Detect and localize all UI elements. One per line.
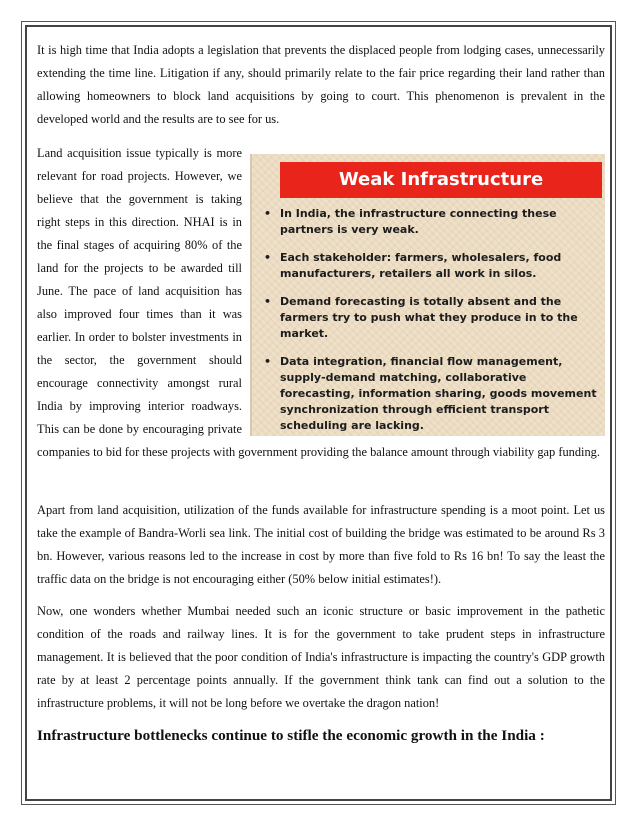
- slide-bullet-text: In India, the infrastructure connecting these partners is very weak.: [280, 207, 557, 236]
- slide-bullet-item: [258, 206, 602, 238]
- slide-bullet-item: [258, 250, 602, 282]
- slide-bullet-item: [258, 294, 602, 342]
- slide-bullet-text: Data integration, financial flow management, supply-demand matching, collaborative forecasting, information sharing, goods movement synchronization through efficient transport scheduling are lacking.: [280, 355, 597, 432]
- paragraph-legislation: It is high time that India adopts a legislation that prevents the displaced people from lodging cases, unnecessarily extending the time line. Litigation if any, should primarily relate to the fair price regarding their land rather than allowing homeowners to block land acquisitions by going to court. This phenomenon is prevalent in the developed world and the results are to see for us.: [37, 43, 605, 126]
- slide-bullet-text: Each stakeholder: farmers, wholesalers, food manufacturers, retailers all work in silos.: [280, 251, 562, 280]
- paragraph-funds-utilization: Apart from land acquisition, utilization of the funds available for infrastructure spending is a moot point. Let us take the example of Bandra-Worli sea link. The initial cost of building the bridge was estimated to be around Rs 3 bn. However, various reasons led to the increase in cost by more than five fold to Rs 16 bn! To say the least the traffic data on the bridge is not encouraging either (50% below initial estimates!).: [37, 503, 605, 586]
- slide-bullet-text: Demand forecasting is totally absent and the farmers try to push what they produce in to the market.: [280, 295, 578, 340]
- bullet-icon: •: [264, 207, 272, 220]
- paragraph-land-acquisition: Land acquisition issue typically is more relevant for road projects. However, we believe that the government is taking right steps in this direction. NHAI is in the final stages of acquiring 80% of the land for the projects to be awarded till June. The pace of land acquisition has also improved four times than it was earlier. In order to bolster investments in the sector, the government should encourage connectivity amongst rural India by improving interior roadways. This can be done by encouraging private companies to bid for these projects with government providing the balance amount through viability gap funding.: [37, 146, 600, 459]
- bullet-icon: •: [264, 295, 272, 308]
- section-heading: Infrastructure bottlenecks continue to stifle the economic growth in the India :: [37, 727, 545, 744]
- slide-bullet-list: [258, 206, 602, 446]
- slide-bullet-item: [258, 354, 602, 434]
- slide-image: [250, 154, 605, 436]
- bullet-icon: •: [264, 355, 272, 368]
- land-acquisition-section: [37, 142, 605, 464]
- paragraph-mumbai: Now, one wonders whether Mumbai needed such an iconic structure or basic improvement in the pathetic condition of the roads and railway lines. It is for the government to take prudent steps in infrastructure management. It is believed that the poor condition of India's infrastructure is impacting the country's GDP growth rate by at least 2 percentage points annually. If the government think tank can find out a solution to the infrastructure problems, it will not be long before we overtake the dragon nation!: [37, 604, 605, 710]
- slide-title: Weak Infrastructure: [280, 162, 602, 198]
- bullet-icon: •: [264, 251, 272, 264]
- weak-infrastructure-figure: [250, 154, 605, 436]
